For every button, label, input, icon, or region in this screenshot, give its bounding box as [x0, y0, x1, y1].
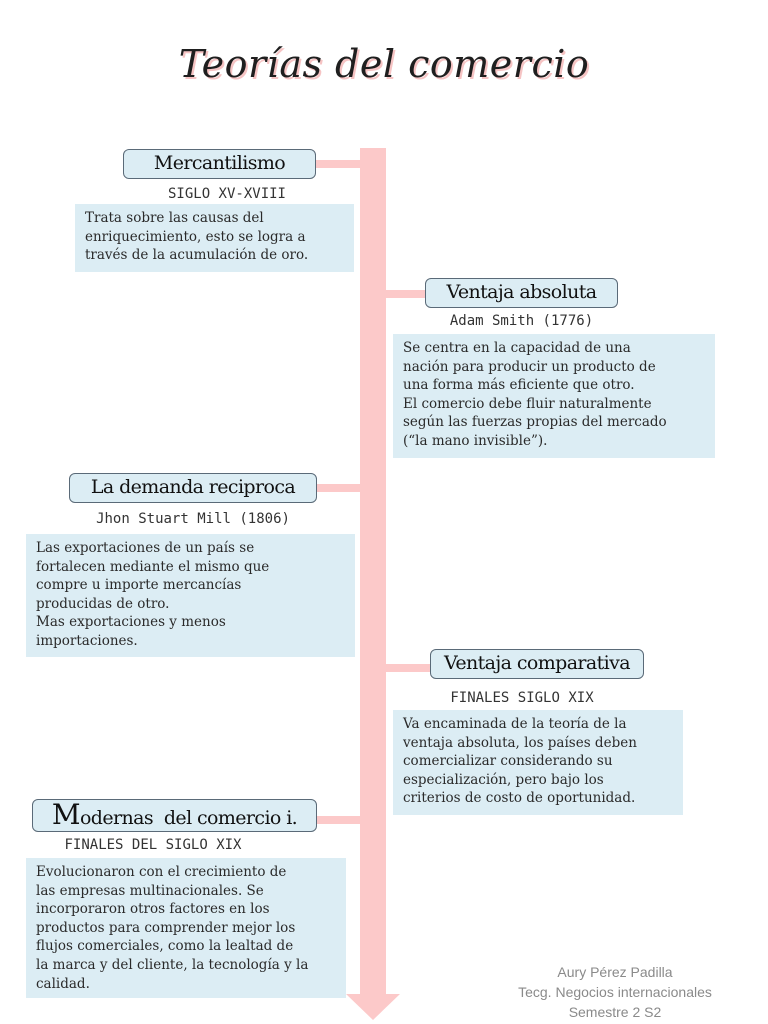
subtitle-modernas: FINALES DEL SIGLO XIX	[64, 837, 242, 853]
text-line: incorporaron otros factores en los	[36, 901, 270, 918]
text-line: El comercio debe fluir naturalmente	[403, 395, 652, 412]
text-line: productos para comprender mejor los	[36, 919, 296, 936]
text-line: Las exportaciones de un país se	[36, 540, 255, 556]
text-line: través de la acumulación de oro.	[85, 247, 309, 264]
text-line: flujos comerciales, como la lealtad de	[36, 938, 294, 955]
description-mercantilismo	[75, 204, 354, 272]
text-line: la marca y del cliente, la tecnología y la	[36, 956, 309, 973]
heading-initial: M	[51, 798, 80, 831]
text-line: Se centra en la capacidad de una	[403, 340, 631, 356]
description-demanda-reciproca	[26, 534, 355, 657]
description-ventaja-comparativa	[393, 710, 683, 815]
text-line: comercializar considerando su	[403, 753, 613, 770]
text-line: Trata sobre las causas del	[85, 210, 264, 226]
text-line: según las fuerzas propias del mercado	[403, 414, 667, 431]
author-footer	[490, 962, 740, 1022]
subtitle-demanda-reciproca: Jhon Stuart Mill (1806)	[96, 511, 290, 527]
text-line: importaciones.	[36, 632, 138, 649]
timeline-arrowhead	[346, 994, 400, 1020]
text-line: criterios de costo de oportunidad.	[403, 790, 636, 807]
description-ventaja-absoluta	[393, 334, 715, 458]
text-line: compre u importe mercancías	[36, 577, 242, 594]
text-line: Va encaminada de la teoría de la	[403, 716, 627, 732]
heading-rest: odernas del comercio i.	[79, 807, 298, 829]
term-label: Semestre 2 S2	[568, 1004, 662, 1020]
text-line: Evolucionaron con el crecimiento de	[36, 864, 287, 880]
text-line: las empresas multinacionales. Se	[36, 882, 264, 899]
page-title: Teorías del comercio	[178, 42, 590, 86]
text-line: nación para producir un producto de	[403, 358, 656, 375]
text-line: Mas exportaciones y menos	[36, 614, 226, 631]
author-name: Aury Pérez Padilla	[557, 964, 673, 980]
heading-ventaja-comparativa: Ventaja comparativa	[430, 649, 644, 679]
subtitle-ventaja-absoluta: Adam Smith (1776)	[449, 313, 594, 329]
timeline-axis	[360, 148, 386, 996]
heading-ventaja-absoluta: Ventaja absoluta	[425, 278, 618, 308]
subtitle-ventaja-comparativa: FINALES SIGLO XIX	[450, 690, 594, 706]
text-line: (“la mano invisible”).	[403, 432, 548, 449]
connector-ventaja-comparativa	[384, 664, 430, 672]
heading-modernas	[32, 799, 317, 832]
description-modernas	[26, 858, 346, 998]
text-line: ventaja absoluta, los países deben	[403, 734, 637, 751]
connector-ventaja-absoluta	[384, 290, 426, 298]
program-name: Tecg. Negocios internacionales	[518, 984, 712, 1000]
subtitle-mercantilismo: SIGLO XV-XVIII	[167, 186, 286, 202]
heading-demanda-reciproca: La demanda reciproca	[69, 473, 317, 503]
text-line: calidad.	[36, 975, 90, 992]
connector-demanda-reciproca	[316, 484, 362, 492]
text-line: fortalecen mediante el mismo que	[36, 558, 270, 575]
connector-modernas	[316, 816, 362, 824]
text-line: una forma más eficiente que otro.	[403, 377, 635, 394]
text-line: especialización, pero bajo los	[403, 771, 604, 788]
text-line: producidas de otro.	[36, 595, 170, 612]
text-line: enriquecimiento, esto se logra a	[85, 228, 306, 245]
heading-mercantilismo: Mercantilismo	[123, 149, 316, 179]
connector-mercantilismo	[316, 160, 362, 168]
